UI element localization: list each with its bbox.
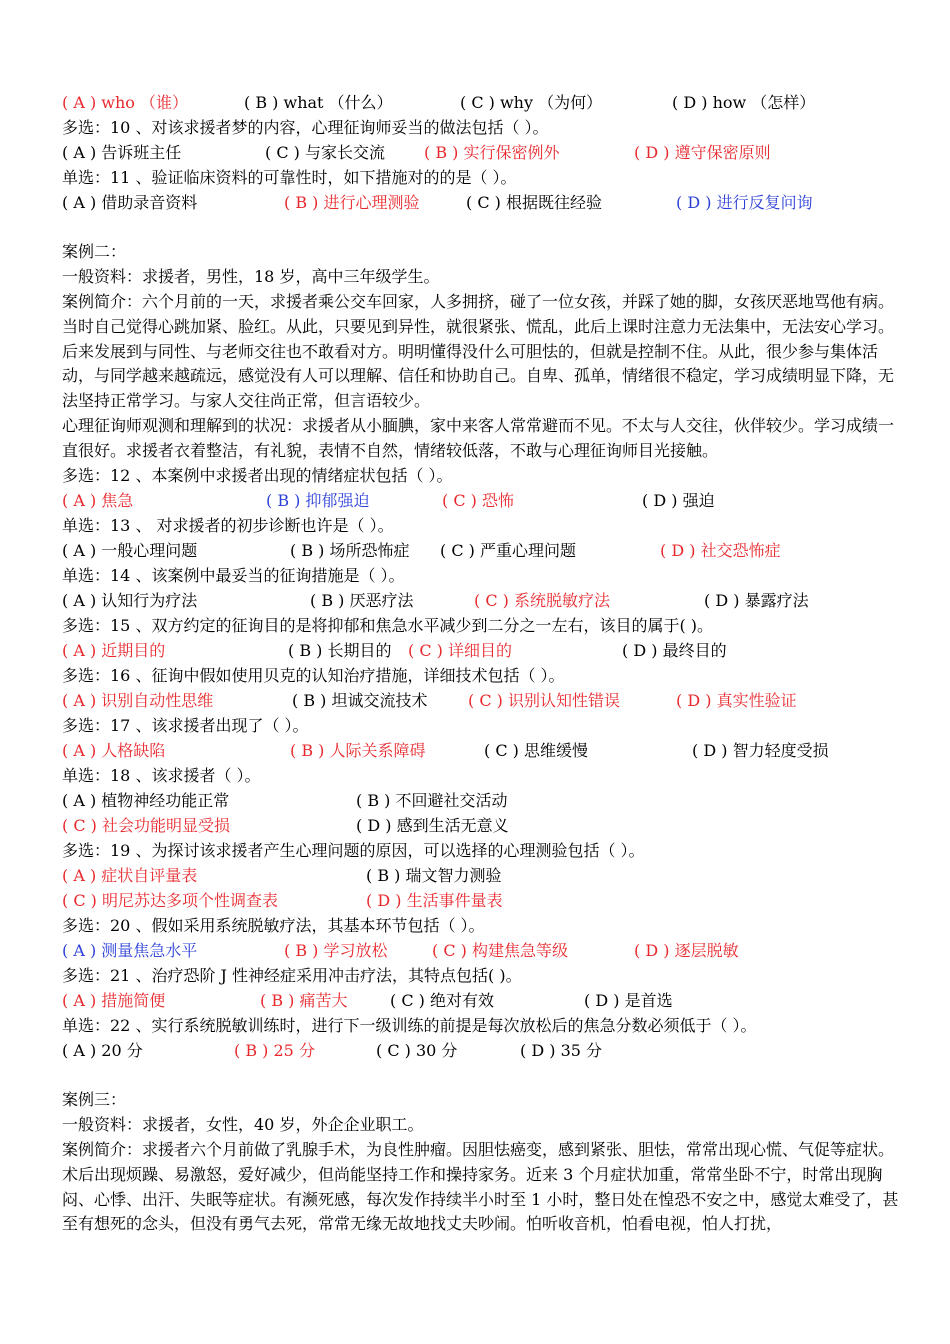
answer-option: ( B ) 进行心理测验 xyxy=(284,193,420,212)
answer-option: ( B ) 瑞文智力测验 xyxy=(366,866,502,885)
answer-option: ( D ) 逐层脱敏 xyxy=(634,941,739,960)
answer-option: ( D ) 强迫 xyxy=(642,491,715,510)
answer-option: ( A ) 焦急 xyxy=(62,491,134,510)
option-row xyxy=(62,193,902,213)
answer-option: ( D ) 遵守保密原则 xyxy=(634,143,771,162)
option-row xyxy=(62,891,902,911)
answer-option: ( C ) 思维缓慢 xyxy=(484,741,588,760)
answer-option: ( C ) 与家长交流 xyxy=(265,143,385,162)
answer-option: ( A ) who （谁） xyxy=(62,93,189,112)
answer-option: ( D ) 进行反复问询 xyxy=(676,193,813,212)
answer-option: ( B ) 长期目的 xyxy=(288,641,392,660)
text-line: 案例二： xyxy=(62,242,127,261)
text-line: 多选：12 、本案例中求援者出现的情绪症状包括（ ）。 xyxy=(62,466,453,485)
answer-option: ( D ) 是首选 xyxy=(584,991,673,1010)
answer-option: ( D ) 暴露疗法 xyxy=(704,591,809,610)
answer-option: ( D ) 最终目的 xyxy=(622,641,727,660)
answer-option: ( B ) 学习放松 xyxy=(284,941,388,960)
option-row xyxy=(62,491,902,511)
answer-option: ( A ) 认知行为疗法 xyxy=(62,591,198,610)
option-row xyxy=(62,741,902,761)
text-line: 多选：16 、征询中假如使用贝克的认知治疗措施，详细技术包括（ ）。 xyxy=(62,666,565,685)
answer-option: ( A ) 一般心理问题 xyxy=(62,541,198,560)
answer-option: ( C ) 明尼苏达多项个性调查表 xyxy=(62,891,278,910)
answer-option: ( B ) 不回避社交活动 xyxy=(356,791,508,810)
option-row xyxy=(62,93,902,113)
text-line: 一般资料：求援者，女性，40 岁，外企企业职工。 xyxy=(62,1115,424,1134)
text-line: 一般资料：求援者，男性，18 岁，高中三年级学生。 xyxy=(62,267,440,286)
answer-option: ( C ) 30 分 xyxy=(376,1041,458,1060)
option-row xyxy=(62,1041,902,1061)
answer-option: ( B ) 25 分 xyxy=(234,1041,315,1060)
answer-option: ( A ) 告诉班主任 xyxy=(62,143,182,162)
option-row xyxy=(62,541,902,561)
answer-option: ( A ) 测量焦急水平 xyxy=(62,941,198,960)
option-row xyxy=(62,866,902,886)
text-line: 单选：11 、验证临床资料的可靠性时，如下措施对的的是（ ）。 xyxy=(62,168,517,187)
answer-option: ( C ) 识别认知性错误 xyxy=(468,691,620,710)
answer-option: ( C ) 根据既往经验 xyxy=(466,193,602,212)
option-row xyxy=(62,991,902,1011)
paragraph: 案例简介：求援者六个月前做了乳腺手术，为良性肿瘤。因胆怯癌变，感到紧张、胆怯，常常出现心慌、气促等症状。术后出现烦躁、易激怒，爱好减少，但尚能坚持工作和操持家务。近来 3 个月症状加重，常常坐卧不宁，时常出现胸闷、心悸、出汗、失眠等症状。有濒死感，每次发作持续半小时至 1 小时，整日处在惶恐不安之中，感觉太难受了，甚至有想死的念头，但没有勇气去死，常常无缘无故地找丈夫吵闹。怕听收音机，怕看电视，怕人打扰， xyxy=(62,1140,899,1234)
answer-option: ( A ) 20 分 xyxy=(62,1041,143,1060)
text-line: 单选：13 、 对求援者的初步诊断也许是（ ）。 xyxy=(62,516,394,535)
answer-option: ( C ) 系统脱敏疗法 xyxy=(474,591,610,610)
option-row xyxy=(62,941,902,961)
text-line: 单选：14 、该案例中最妥当的征询措施是（ ）。 xyxy=(62,566,405,585)
answer-option: ( C ) 严重心理问题 xyxy=(440,541,576,560)
answer-option: ( B ) 厌恶疗法 xyxy=(310,591,414,610)
answer-option: ( B ) 痛苦大 xyxy=(260,991,348,1010)
answer-option: ( A ) 症状自评量表 xyxy=(62,866,198,885)
option-row xyxy=(62,791,902,811)
paragraph: 心理征询师观测和理解到的状况：求援者从小腼腆，家中来客人常常避而不见。不太与人交往，伙伴较少。学习成绩一直很好。求援者衣着整洁，有礼貌，表情不自然，情绪较低落，不敢与心理征询师目光接触。 xyxy=(62,416,895,460)
answer-option: ( A ) 措施简便 xyxy=(62,991,166,1010)
answer-option: ( A ) 借助录音资料 xyxy=(62,193,198,212)
answer-option: ( D ) 35 分 xyxy=(520,1041,603,1060)
text-line: 案例三： xyxy=(62,1090,127,1109)
answer-option: ( D ) 生活事件量表 xyxy=(366,891,503,910)
text-line: 多选：15 、双方约定的征询目的是将抑郁和焦急水平减少到二分之一左右，该目的属于( )。 xyxy=(62,616,714,635)
answer-option: ( B ) 人际关系障碍 xyxy=(290,741,426,760)
answer-option: ( D ) how （怎样） xyxy=(672,93,816,112)
option-row xyxy=(62,591,902,611)
text-line: 多选：20 、假如采用系统脱敏疗法，其基本环节包括（ ）。 xyxy=(62,916,485,935)
answer-option: ( A ) 近期目的 xyxy=(62,641,166,660)
answer-option: ( C ) why （为何） xyxy=(460,93,603,112)
answer-option: ( A ) 识别自动性思维 xyxy=(62,691,214,710)
answer-option: ( C ) 详细目的 xyxy=(408,641,512,660)
answer-option: ( A ) 植物神经功能正常 xyxy=(62,791,230,810)
text-line: 多选：10 、对该求援者梦的内容，心理征询师妥当的做法包括（ ）。 xyxy=(62,118,549,137)
answer-option: ( B ) what （什么） xyxy=(244,93,393,112)
answer-option: ( B ) 实行保密例外 xyxy=(424,143,560,162)
answer-option: ( C ) 绝对有效 xyxy=(390,991,494,1010)
text-line: 多选：21 、治疗恐阶 J 性神经症采用冲击疗法，其特点包括( )。 xyxy=(62,966,522,985)
option-row xyxy=(62,641,902,661)
answer-option: ( C ) 社会功能明显受损 xyxy=(62,816,230,835)
text-line: 多选：19 、为探讨该求援者产生心理问题的原因，可以选择的心理测验包括（ ）。 xyxy=(62,841,645,860)
text-line: 单选：18 、该求援者（ ）。 xyxy=(62,766,261,785)
option-row xyxy=(62,691,902,711)
answer-option: ( B ) 场所恐怖症 xyxy=(290,541,410,560)
answer-option: ( D ) 智力轻度受损 xyxy=(692,741,829,760)
text-line: 多选：17 、该求援者出现了（ ）。 xyxy=(62,716,309,735)
answer-option: ( C ) 恐怖 xyxy=(442,491,514,510)
answer-option: ( B ) 抑郁强迫 xyxy=(266,491,370,510)
option-row xyxy=(62,816,902,836)
option-row xyxy=(62,143,902,163)
answer-option: ( D ) 社交恐怖症 xyxy=(660,541,781,560)
answer-option: ( D ) 感到生活无意义 xyxy=(356,816,509,835)
text-line: 单选：22 、实行系统脱敏训练时，进行下一级训练的前提是每次放松后的焦急分数必须低于（ ）。 xyxy=(62,1016,757,1035)
answer-option: ( D ) 真实性验证 xyxy=(676,691,797,710)
answer-option: ( A ) 人格缺陷 xyxy=(62,741,166,760)
paragraph: 案例简介：六个月前的一天，求援者乘公交车回家，人多拥挤，碰了一位女孩，并踩了她的脚，女孩厌恶地骂他有病。当时自己觉得心跳加紧、脸红。从此，只要见到异性，就很紧张、慌乱，此后上课时注意力无法集中，无法安心学习。后来发展到与同性、与老师交往也不敢看对方。明明懂得没什么可胆怯的，但就是控制不住。从此，很少参与集体活动，与同学越来越疏远，感觉没有人可以理解、信任和协助自己。自卑、孤单，情绪很不稳定，学习成绩明显下降，无法坚持正常学习。与家人交往尚正常，但言语较少。 xyxy=(62,292,895,411)
answer-option: ( C ) 构建焦急等级 xyxy=(432,941,568,960)
answer-option: ( B ) 坦诚交流技术 xyxy=(292,691,428,710)
